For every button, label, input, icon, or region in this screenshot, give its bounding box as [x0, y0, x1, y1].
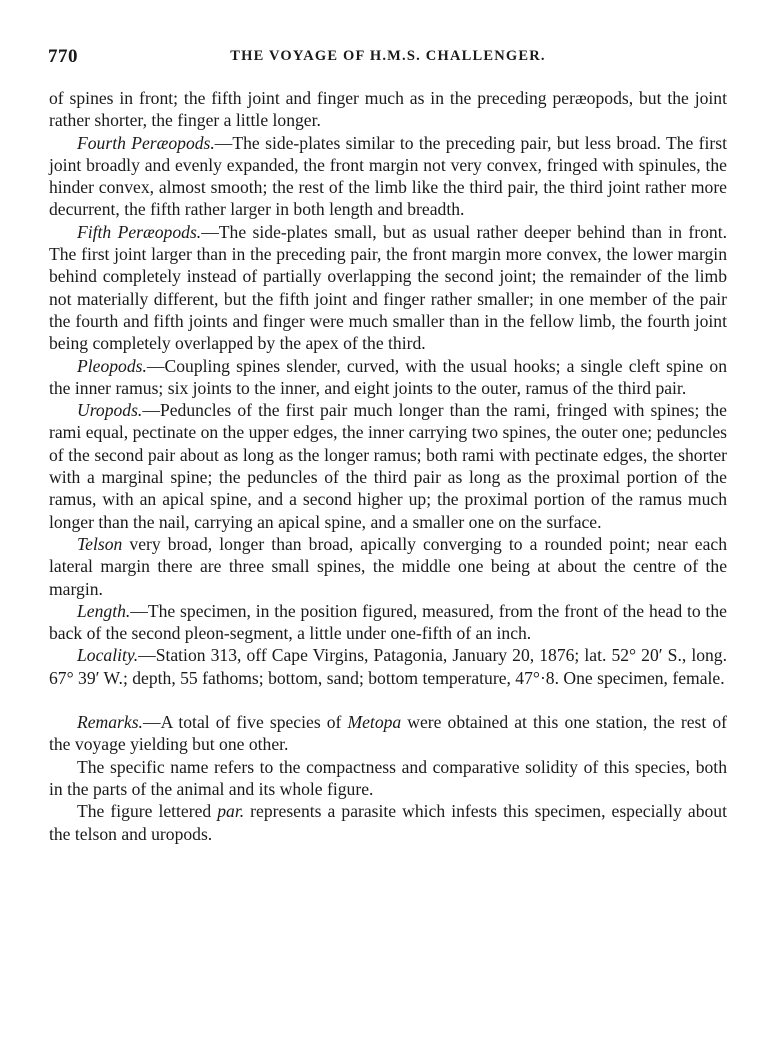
- paragraph-fifth-peraeopods: Fifth Peræopods.—The side-plates small, but as usual rather deeper behind than in front. The first joint larger than in the preceding pair, the front margin more convex, the lower margin behind completely instead of partially overlapping the second joint; the remainder of the limb not materially different, but the fifth joint and finger rather smaller; in one member of the pair the fourth and fifth joints and finger were much smaller than in the fellow limb, the fourth joint being completely overlapped by the apex of the third.: [49, 221, 727, 354]
- section-heading: Fourth Peræopods.: [77, 132, 215, 153]
- paragraph-fourth-peraeopods: Fourth Peræopods.—The side-plates similar to the preceding pair, but less broad. The first joint broadly and evenly expanded, the front margin not very convex, fringed with spinules, the hinder convex, almost smooth; the rest of the limb like the third pair, the third joint rather more decurrent, the fifth rather larger in both length and breadth.: [49, 132, 727, 220]
- paragraph-continuation: of spines in front; the fifth joint and finger much as in the preceding peræopods, but the joint rather shorter, the finger a little longer.: [49, 88, 727, 131]
- figure-label: par.: [217, 801, 245, 822]
- section-heading: Uropods.: [77, 400, 143, 421]
- section-heading: Locality.: [77, 645, 139, 666]
- genus-name: Metopa: [347, 712, 402, 733]
- paragraph-specific-name: The specific name refers to the compactness and comparative solidity of this species, both in the parts of the animal and its whole figure.: [49, 756, 727, 799]
- running-title: THE VOYAGE OF H.M.S. CHALLENGER.: [230, 48, 546, 64]
- section-heading: Fifth Peræopods.: [77, 221, 202, 242]
- paragraph-length: Length.—The specimen, in the position figured, measured, from the front of the head to the back of the second pleon-segment, a little under one-fifth of an inch.: [49, 600, 727, 644]
- paragraph-figure-note: The figure lettered par. represents a parasite which infests this specimen, especially about the telson and uropods.: [49, 801, 727, 844]
- paragraph-remarks: Remarks.—A total of five species of Metopa were obtained at this one station, the rest of the voyage yielding but one other.: [49, 712, 727, 755]
- section-heading: Length.: [77, 600, 131, 621]
- section-heading: Remarks.: [77, 712, 143, 733]
- paragraph-telson: Telson very broad, longer than broad, apically converging to a rounded point; near each lateral margin there are three small spines, the middle one being at about the centre of the margin.: [49, 533, 727, 599]
- body-text: [49, 87, 727, 845]
- paragraph-uropods: Uropods.—Peduncles of the first pair much longer than the rami, fringed with spines; the rami equal, pectinate on the upper edges, the inner carrying two spines, the outer one; peduncles of the second pair about as long as the longer ramus; both rami with pectinate edges, the shorter with a marginal spine; the peduncles of the third pair as long as the proximal portion of the ramus, with an apical spine, and a second higher up; the proximal portion of the ramus much longer than the nail, carrying an apical spine, and a smaller one on the surface.: [49, 400, 727, 532]
- section-heading: Telson: [77, 533, 123, 554]
- page-header: [48, 46, 728, 70]
- paragraph-locality: Locality.—Station 313, off Cape Virgins, Patagonia, January 20, 1876; lat. 52° 20′ S., long. 67° 39′ W.; depth, 55 fathoms; bottom, sand; bottom temperature, 47°·8. One specimen, female.: [49, 645, 727, 688]
- paragraph-pleopods: Pleopods.—Coupling spines slender, curved, with the usual hooks; a single cleft spine on the inner ramus; six joints to the inner, and eight joints to the outer, ramus of the third pair.: [49, 355, 727, 398]
- section-heading: Pleopods.: [77, 355, 147, 376]
- page-number: 770: [48, 46, 78, 67]
